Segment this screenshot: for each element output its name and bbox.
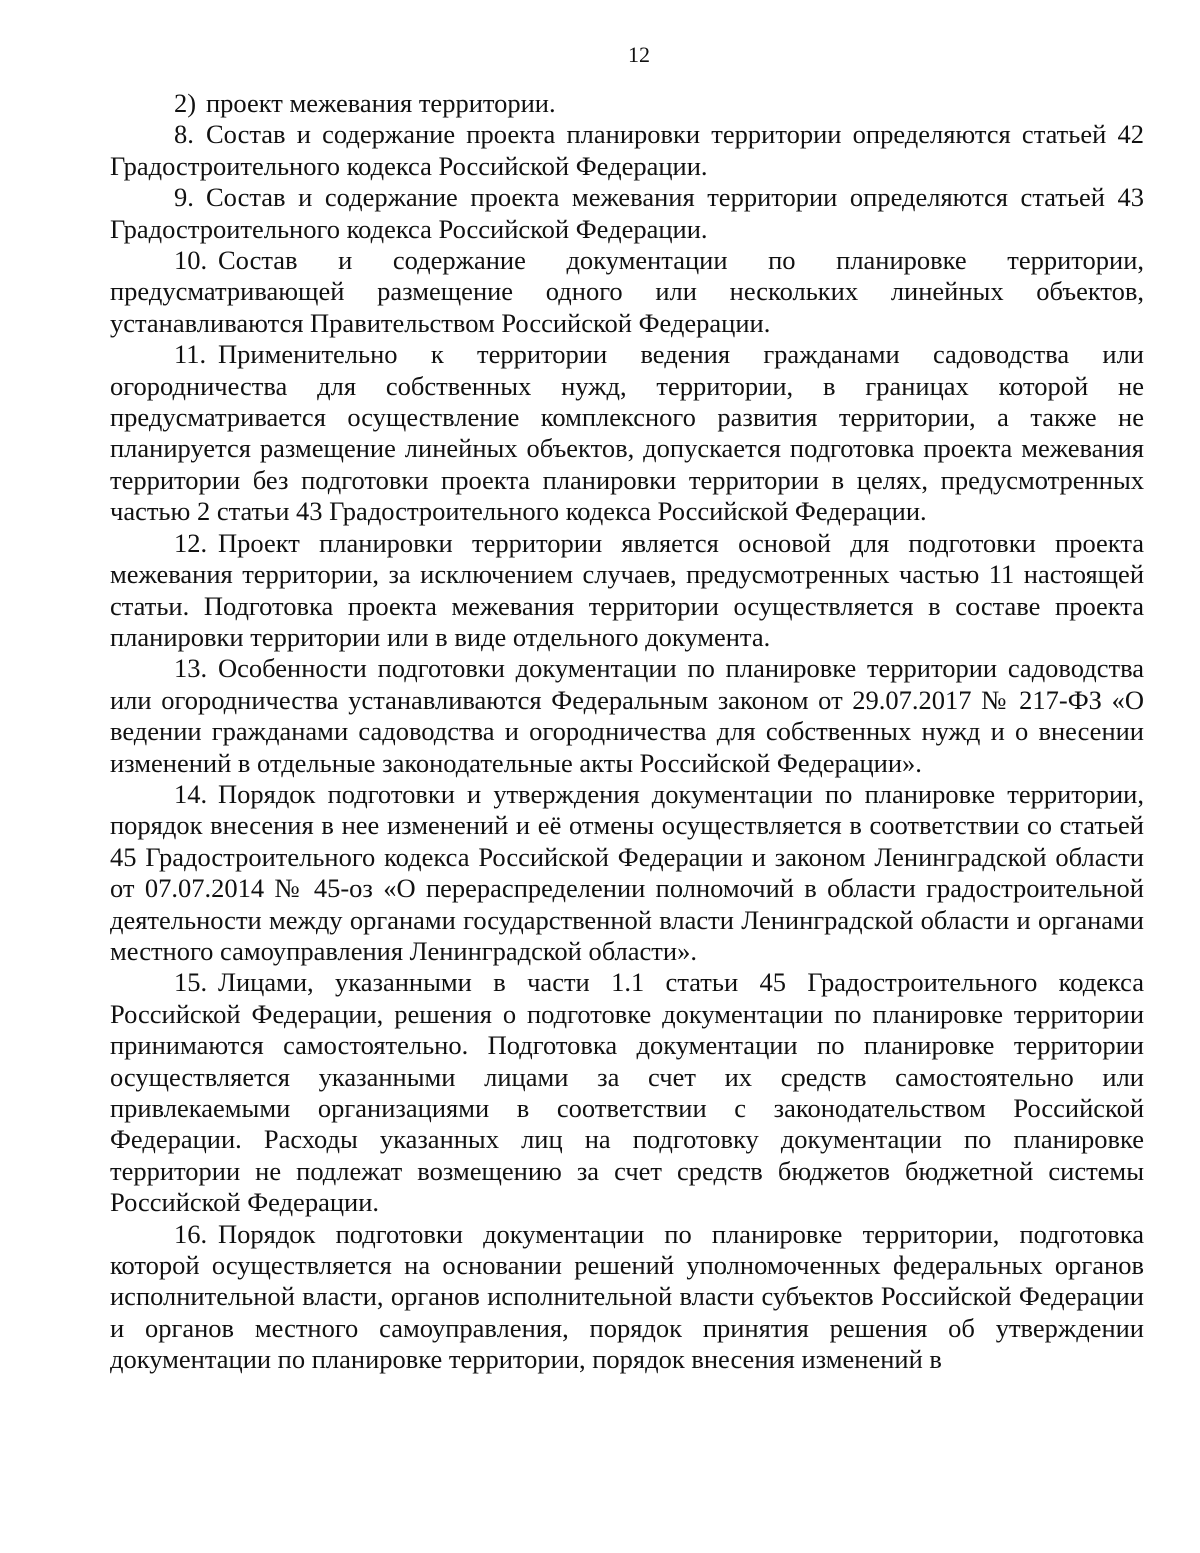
paragraph-text: Применительно к территории ведения гражданами садоводства или огородничества для собственных нужд, территории, в границах которой не предусматривается осуществление комплексного развития территории, а также не планируется размещение линейных объектов, допускается подготовка проекта межевания территории без подготовки проекта планировки территории в целях, предусмотренных частью 2 статьи 43 Градостроительного кодекса Российской Федерации.	[110, 339, 1144, 527]
paragraph-number: 16.	[174, 1218, 208, 1249]
paragraph-text: Состав и содержание проекта планировки территории определяются статьей 42 Градостроительного кодекса Российской Федерации.	[110, 119, 1144, 181]
paragraph-text: Проект планировки территории является основой для подготовки проекта межевания территории, за исключением случаев, предусмотренных частью 11 настоящей статьи. Подготовка проекта межевания территории осуществляется в составе проекта планировки территории или в виде отдельного документа.	[110, 527, 1144, 652]
document-page	[110, 40, 1144, 1376]
paragraph-text: Состав и содержание проекта межевания территории определяются статьей 43 Градостроительного кодекса Российской Федерации.	[110, 182, 1144, 244]
paragraph-item-2	[110, 88, 1144, 119]
paragraph-number: 14.	[174, 778, 208, 809]
paragraph-10	[110, 245, 1144, 339]
paragraph-16	[110, 1219, 1144, 1376]
paragraph-text: Порядок подготовки и утверждения документации по планировке территории, порядок внесения в нее изменений и её отмены осуществляется в соответствии со статьей 45 Градостроительного кодекса Российской Федерации и законом Ленинградской области от 07.07.2014 № 45-оз «О перераспределении полномочий в области градостроительной деятельности между органами государственной власти Ленинградской области и органами местного самоуправления Ленинградской области».	[110, 778, 1144, 966]
paragraph-text: Лицами, указанными в части 1.1 статьи 45 Градостроительного кодекса Российской Федерации, решения о подготовке документации по планировке территории принимаются самостоятельно. Подготовка документации по планировке территории осуществляется указанными лицами за счет их средств самостоятельно или привлекаемыми организациями в соответствии с законодательством Российской Федерации. Расходы указанных лиц на подготовку документации по планировке территории не подлежат возмещению за счет средств бюджетов бюджетной системы Российской Федерации.	[110, 967, 1144, 1218]
paragraph-14	[110, 779, 1144, 967]
paragraph-number: 10.	[174, 245, 208, 276]
paragraph-9	[110, 182, 1144, 245]
paragraph-text: Особенности подготовки документации по планировке территории садоводства или огородничества устанавливаются Федеральным законом от 29.07.2017 № 217-ФЗ «О ведении гражданами садоводства и огородничества для собственных нужд и о внесении изменений в отдельные законодательные акты Российской Федерации».	[110, 653, 1144, 778]
paragraph-13	[110, 653, 1144, 779]
paragraph-11	[110, 339, 1144, 527]
paragraph-number: 9.	[174, 182, 194, 213]
paragraph-number: 2)	[174, 88, 197, 118]
paragraph-number: 11.	[174, 339, 207, 370]
paragraph-number: 15.	[174, 967, 208, 998]
paragraph-text: Порядок подготовки документации по планировке территории, подготовка которой осуществляется на основании решений уполномоченных федеральных органов исполнительной власти, органов исполнительной власти субъектов Российской Федерации и органов местного самоуправления, порядок принятия решения об утверждении документации по планировке территории, порядок внесения изменений в	[110, 1218, 1144, 1375]
paragraph-number: 12.	[174, 527, 208, 558]
paragraph-8	[110, 119, 1144, 182]
paragraph-text: проект межевания территории.	[206, 88, 556, 118]
paragraph-number: 8.	[174, 119, 194, 150]
page-number: 12	[628, 42, 650, 67]
paragraph-12	[110, 528, 1144, 654]
paragraph-text: Состав и содержание документации по планировке территории, предусматривающей размещение одного или нескольких линейных объектов, устанавливаются Правительством Российской Федерации.	[110, 245, 1144, 338]
paragraph-15	[110, 967, 1144, 1218]
paragraph-number: 13.	[174, 653, 208, 684]
